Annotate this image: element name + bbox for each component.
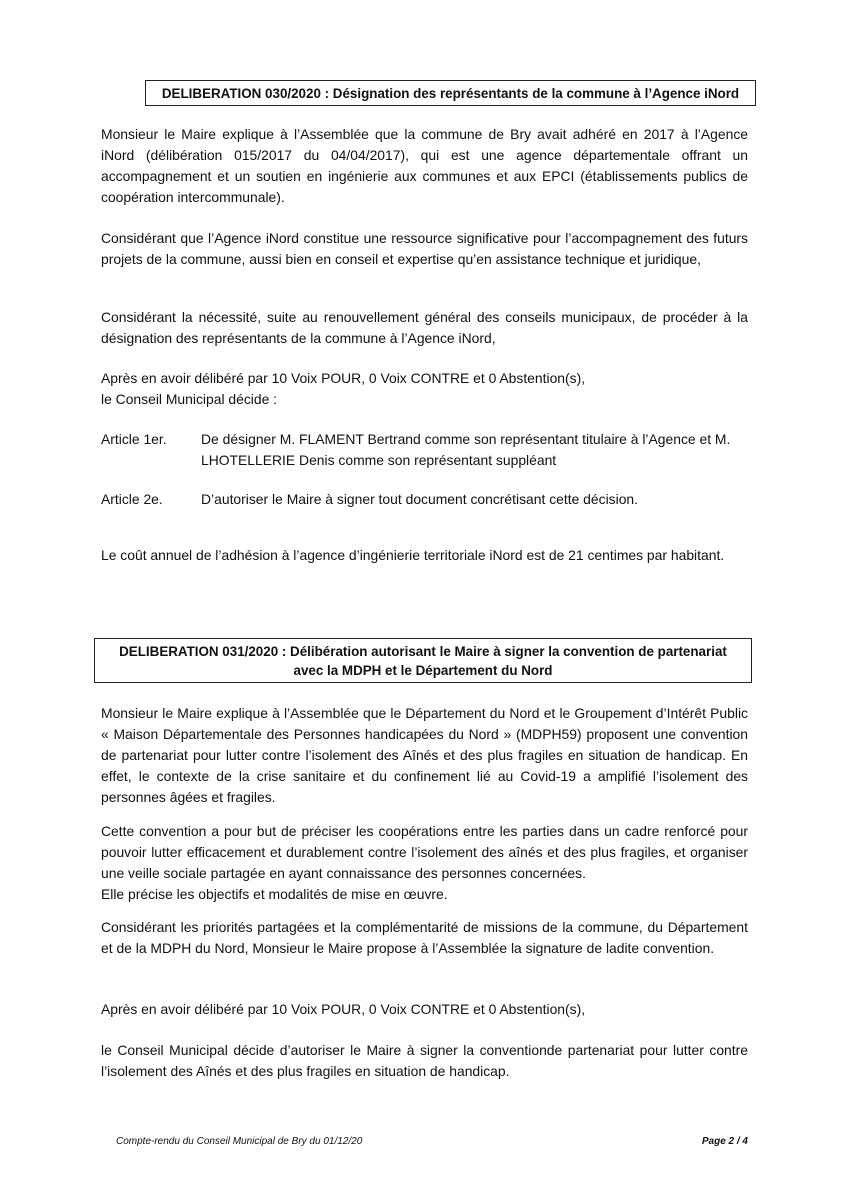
deliberation-030-paragraph-3: Considérant la nécessité, suite au renouvellement général des conseils municipaux, de procéder à la désignation des représentants de la commune à l’Agence iNord, (101, 309, 748, 346)
deliberation-030-paragraph-1: Monsieur le Maire explique à l’Assemblée que la commune de Bry avait adhéré en 2017 à l’Agence iNord (délibération 015/2017 du 04/04/2017), qui est une agence départementale offrant un accompagnement et un soutien en ingénierie aux communes et aux EPCI (établissements publics de coopération intercommunale). (101, 126, 748, 205)
article-2-text: D’autoriser le Maire à signer tout document concrétisant cette décision. (201, 491, 638, 507)
deliberation-030-vote-line: Après en avoir délibéré par 10 Voix POUR, 0 Voix CONTRE et 0 Abstention(s), (101, 370, 586, 386)
article-2-label: Article 2e. (101, 491, 163, 507)
deliberation-030-cost: Le coût annuel de l’adhésion à l’agence d’ingénierie territoriale iNord est de 21 centimes par habitant. (101, 547, 725, 563)
deliberation-030-title-text: DELIBERATION 030/2020 : Désignation des représentants de la commune à l’Agence iNord (161, 86, 740, 101)
deliberation-031-title (94, 638, 752, 683)
deliberation-031-title-line-2: avec la MDPH et le Département du Nord (293, 663, 553, 678)
deliberation-030-paragraph-2: Considérant que l’Agence iNord constitue une ressource significative pour l’accompagnement des futurs projets de la commune, aussi bien en conseil et expertise qu’en assistance technique et juridique, (101, 230, 748, 267)
deliberation-030-title (145, 80, 756, 106)
footer-document-title: Compte-rendu du Conseil Municipal de Bry du 01/12/20 (116, 1136, 363, 1147)
deliberation-030-decision-line: le Conseil Municipal décide : (101, 391, 278, 407)
deliberation-031-paragraph-2: Cette convention a pour but de préciser les coopérations entre les parties dans un cadre renforcé pour pouvoir lutter efficacement et durablement contre l’isolement des aînés et des plus fragiles, et organiser une veille sociale partagée en ayant connaissance des personnes concernées. (101, 823, 748, 881)
deliberation-031-vote-line: Après en avoir délibéré par 10 Voix POUR, 0 Voix CONTRE et 0 Abstention(s), (101, 1001, 586, 1017)
deliberation-031-paragraph-2-block (101, 821, 748, 905)
footer-page-number: Page 2 / 4 (701, 1136, 748, 1147)
deliberation-031-paragraph-2b: Elle précise les objectifs et modalités de mise en œuvre. (101, 886, 448, 902)
deliberation-030-vote-block (101, 368, 748, 410)
deliberation-031-title-line-1: DELIBERATION 031/2020 : Délibération autorisant le Maire à signer la convention de partenariat (119, 644, 727, 659)
article-1-text: De désigner M. FLAMENT Bertrand comme son représentant titulaire à l’Agence et M. LHOTELLERIE Denis comme son représentant suppléant (201, 431, 731, 468)
article-1-label: Article 1er. (101, 431, 167, 447)
deliberation-031-decision: le Conseil Municipal décide d’autoriser le Maire à signer la conventionde partenariat pour lutter contre l’isolement des Aînés et des plus fragiles en situation de handicap. (101, 1042, 748, 1079)
deliberation-031-paragraph-1: Monsieur le Maire explique à l’Assemblée que le Département du Nord et le Groupement d’Intérêt Public « Maison Départementale des Personnes handicapées du Nord » (MDPH59) proposent une convention de partenariat pour lutter contre l’isolement des Aînés et des plus fragiles en situation de handicap. En effet, le contexte de la crise sanitaire et du confinement lié au Covid-19 a amplifié l’isolement des personnes âgées et fragiles. (101, 705, 748, 805)
deliberation-031-paragraph-3: Considérant les priorités partagées et la complémentarité de missions de la commune, du Département et de la MDPH du Nord, Monsieur le Maire propose à l’Assemblée la signature de ladite convention. (101, 919, 748, 956)
